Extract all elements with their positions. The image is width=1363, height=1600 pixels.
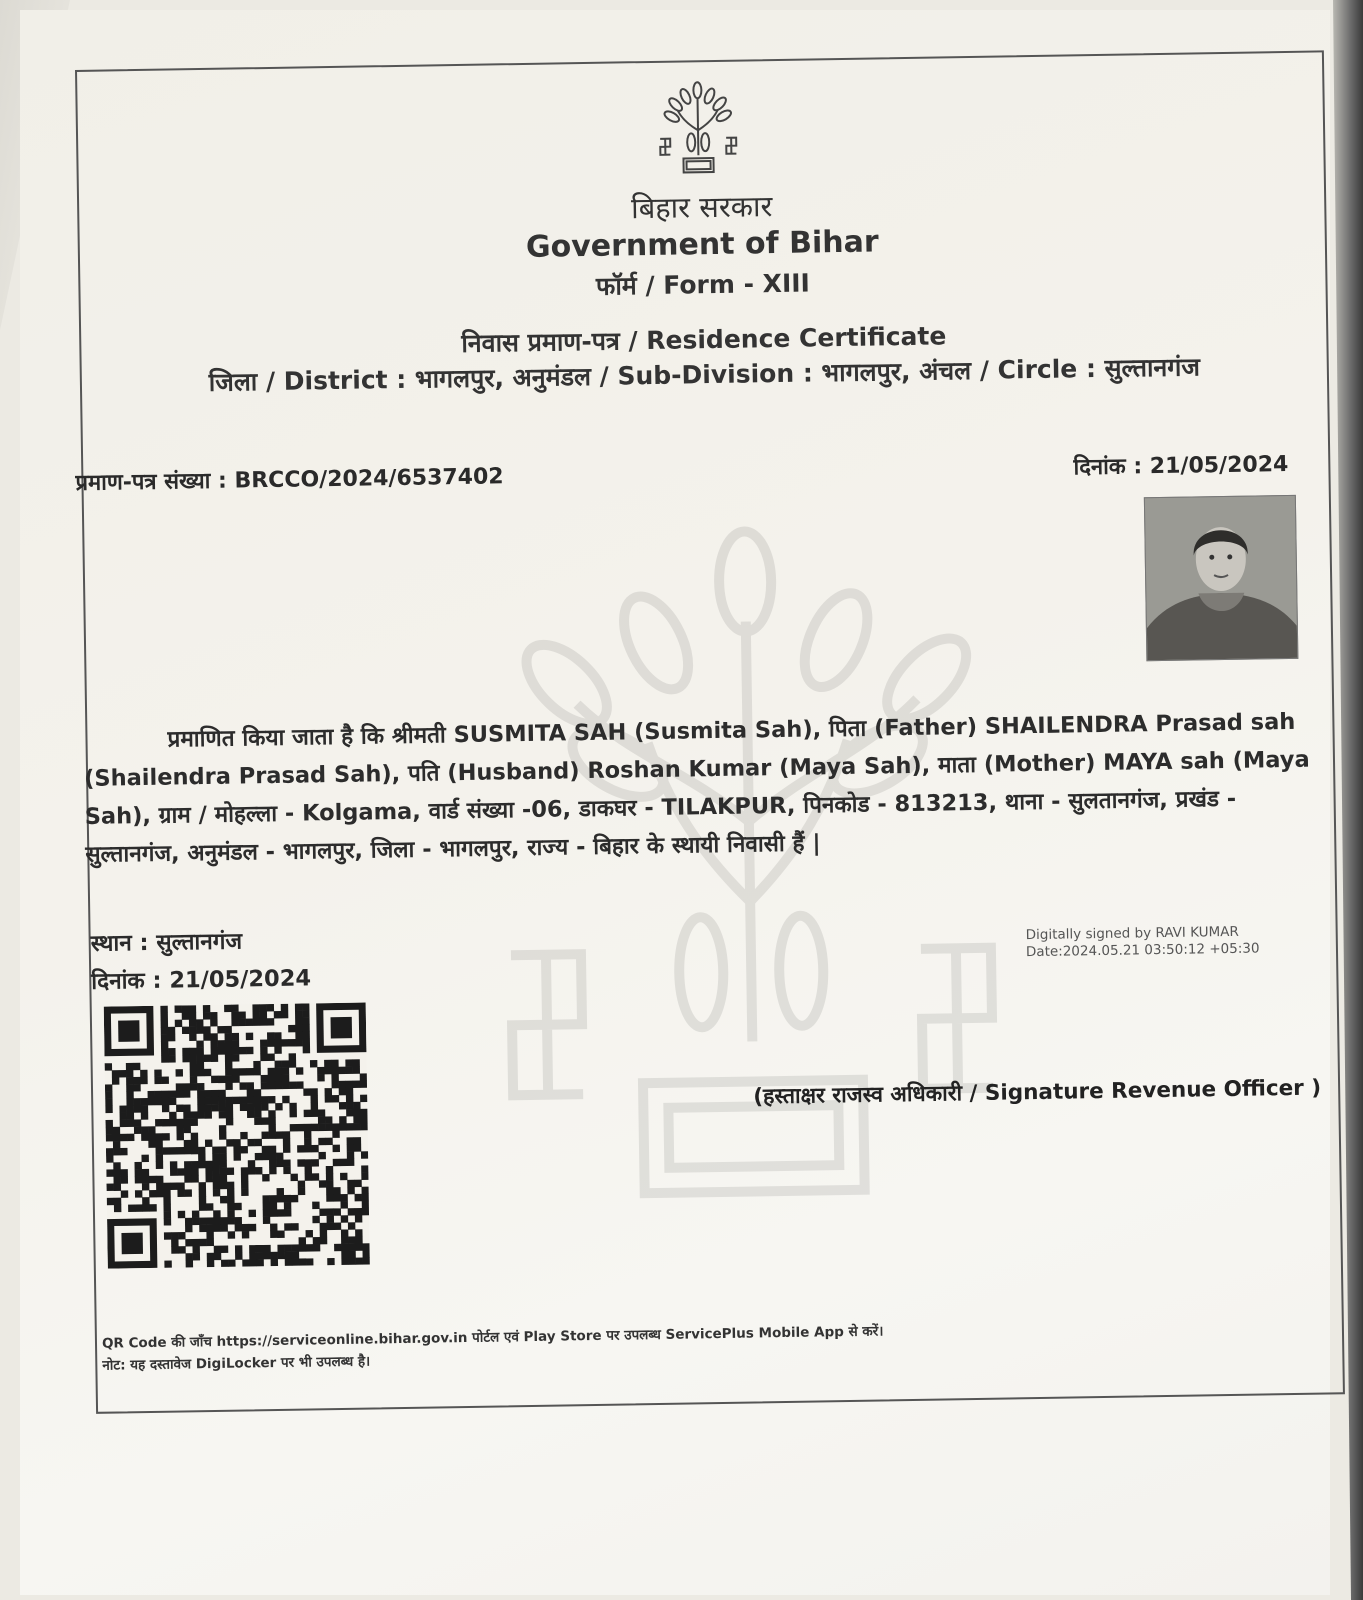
certification-statement: प्रमाणित किया जाता है कि श्रीमती SUSMITA SAH (Susmita Sah), पिता (Father) SHAILENDRA Prasad sah (Shailendra Prasad Sah), पति (Husband) Roshan Kumar (Maya Sah), माता (Mother) MAYA sah (Maya Sah), ग्राम / मोहल्ला - Kolgama, वार्ड संख्या -06, डाकघर - TILAKPUR, पिनकोड - 813213, थाना - सुलतानगंज, प्रखंड - सुल्तानगंज, अनुमंडल - भागलपुर, जिला - भागलपुर, राज्य - बिहार के स्थायी निवासी हैं | [83, 708, 1310, 868]
issue-date: दिनांक : 21/05/2024 [91, 965, 312, 995]
certificate-date: दिनांक : 21/05/2024 [1073, 451, 1289, 481]
district-line: जिला / District : भागलपुर, अनुमंडल / Sub-Division : भागलपुर, अंचल / Circle : सुल्तानगंज [208, 352, 1201, 397]
certificate-title: निवास प्रमाण-पत्र / Residence Certificate [461, 321, 947, 358]
header-hindi-title: बिहार सरकार [630, 189, 773, 226]
qr-verification-note: QR Code की जाँच https://serviceonline.bihar.gov.in पोर्टल एवं Play Store पर उपलब्ध ServicePlus Mobile App से करें। [101, 1323, 884, 1352]
certificate-number: प्रमाण-पत्र संख्या : BRCCO/2024/6537402 [75, 464, 504, 497]
place-label: स्थान : सुल्तानगंज [90, 928, 243, 957]
applicant-photo [1144, 495, 1299, 661]
digital-signature-name: Digitally signed by RAVI KUMAR [1025, 923, 1239, 944]
bodhi-tree-emblem-icon [647, 79, 749, 185]
document-paper [20, 10, 1330, 1595]
header-english-title: Government of Bihar [525, 224, 879, 265]
certificate-frame [75, 50, 1345, 1413]
signature-revenue-officer: (हस्ताक्षर राजस्व अधिकारी / Signature Revenue Officer ) [753, 1075, 1322, 1110]
digital-signature [1026, 924, 1260, 962]
qr-code[interactable] [104, 1003, 370, 1269]
digital-signature-date: Date:2024.05.21 03:50:12 +05:30 [1025, 940, 1260, 961]
watermark-emblem-icon [464, 517, 1036, 1290]
form-number: फॉर्म / Form - XIII [595, 268, 811, 301]
digilocker-note: नोट: यह दस्तावेज DigiLocker पर भी उपलब्ध है। [102, 1353, 371, 1374]
